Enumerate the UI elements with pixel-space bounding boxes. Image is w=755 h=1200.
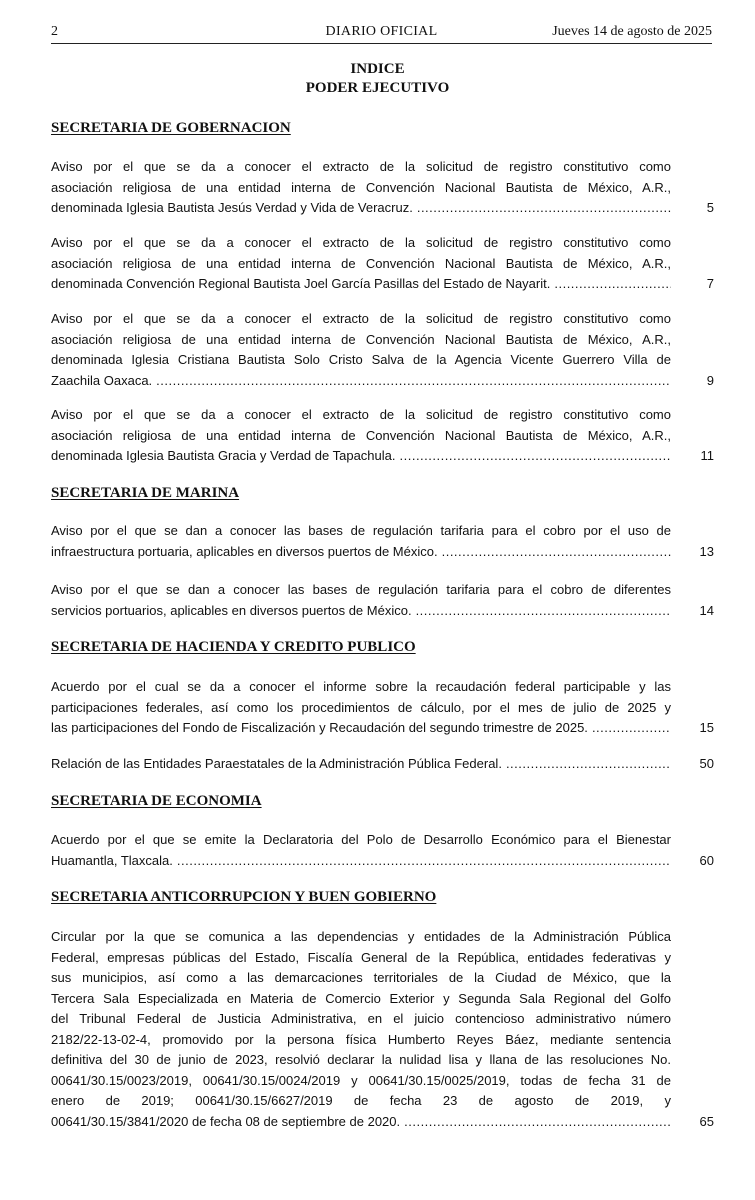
entry-line <box>51 851 671 872</box>
section-heading-hacienda: SECRETARIA DE HACIENDA Y CREDITO PUBLICO <box>51 639 416 655</box>
index-entry <box>51 677 714 739</box>
entry-line: Federal, empresas públicas del Estado, Fiscalía General de la República, entidades federativas y <box>51 949 671 965</box>
entry-line: enero de 2019; 00641/30.15/6627/2019 de fecha 23 de agosto de 2019, y <box>51 1093 671 1108</box>
entry-line: Aviso por el que se dan a conocer las bases de regulación tarifaria para el cobro por el uso de <box>51 523 671 538</box>
leader-dots <box>442 542 671 563</box>
entry-line: asociación religiosa de una entidad interna de Convención Nacional Bautista de México, A.R., <box>51 255 671 271</box>
entry-line: Acuerdo por el cual se da a conocer el informe sobre la recaudación federal participable y las <box>51 679 671 694</box>
index-title: INDICE <box>350 61 405 77</box>
entry-page-number: 65 <box>699 1113 714 1129</box>
entry-line <box>51 198 671 219</box>
entry-line-text: 00641/30.15/3841/2020 de fecha 08 de septiembre de 2020. <box>51 1113 401 1129</box>
entry-line-text: infraestructura portuaria, aplicables en diversos puertos de México. <box>51 543 438 559</box>
publication-date: Jueves 14 de agosto de 2025 <box>552 24 712 39</box>
entry-line: Tercera Sala Especializada en Materia de Comercio Exterior y Segunda Sala Regional del Golfo <box>51 990 671 1006</box>
page-number: 2 <box>51 24 58 39</box>
entry-line-text: Relación de las Entidades Paraestatales de la Administración Pública Federal. <box>51 756 502 771</box>
entry-line: Circular por la que se comunica a las dependencias y entidades de la Administración Pública <box>51 929 671 944</box>
index-entry <box>51 157 714 219</box>
entry-line: Aviso por el que se da a conocer el extracto de la solicitud de registro constitutivo como <box>51 311 671 326</box>
section-heading-anticorrupcion: SECRETARIA ANTICORRUPCION Y BUEN GOBIERNO <box>51 889 437 905</box>
entry-line-text: denominada Convención Regional Bautista Joel García Pasillas del Estado de Nayarit. <box>51 276 551 291</box>
entry-line <box>51 371 671 392</box>
entry-line <box>51 542 671 563</box>
entry-line: asociación religiosa de una entidad interna de Convención Nacional Bautista de México, A.R., <box>51 331 671 347</box>
entry-page-number: 5 <box>706 200 714 215</box>
index-entry <box>51 309 714 391</box>
entry-page-number: 14 <box>699 602 714 618</box>
header-rule <box>51 43 712 44</box>
entry-line: 2182/22-13-02-4, promovido por la persona física Humberto Reyes Báez, mediante sentencia <box>51 1031 671 1047</box>
leader-dots <box>177 851 671 872</box>
entry-line: Aviso por el que se da a conocer el extracto de la solicitud de registro constitutivo como <box>51 235 671 250</box>
index-entry <box>51 580 714 621</box>
leader-dots <box>156 371 671 392</box>
entry-page-number: 60 <box>699 852 714 868</box>
entry-page-number: 15 <box>699 720 714 735</box>
leader-dots <box>416 601 671 622</box>
leader-dots <box>404 1112 671 1133</box>
entry-page-number: 50 <box>699 756 714 771</box>
index-entry <box>51 521 714 562</box>
entry-line-text: denominada Iglesia Bautista Gracia y Verdad de Tapachula. <box>51 448 396 463</box>
entry-line: Acuerdo por el que se emite la Declaratoria del Polo de Desarrollo Económico para el Bienestar <box>51 832 671 847</box>
entry-line: Aviso por el que se dan a conocer las bases de regulación tarifaria para el cobro de diferentes <box>51 582 671 597</box>
leader-dots <box>506 754 671 775</box>
index-entry <box>51 233 714 295</box>
entry-line <box>51 718 671 739</box>
entry-line: asociación religiosa de una entidad interna de Convención Nacional Bautista de México, A.R., <box>51 427 671 443</box>
index-entry <box>51 405 714 467</box>
section-heading-economia: SECRETARIA DE ECONOMIA <box>51 793 262 809</box>
index-entry <box>51 754 714 775</box>
entry-line-text: servicios portuarios, aplicables en diversos puertos de México. <box>51 602 412 618</box>
entry-line-text: denominada Iglesia Bautista Jesús Verdad y Vida de Veracruz. <box>51 200 413 215</box>
entry-line <box>51 1112 671 1133</box>
entry-page-number: 11 <box>700 448 714 463</box>
leader-dots <box>554 274 671 295</box>
index-entry <box>51 927 714 1132</box>
section-heading-gobernacion: SECRETARIA DE GOBERNACION <box>51 120 291 136</box>
entry-line: del Tribunal Federal de Justicia Administrativa, en el juicio contencioso administrativo número <box>51 1011 671 1026</box>
page-header <box>51 22 712 44</box>
entry-line: denominada Iglesia Cristiana Bautista Solo Cristo Salva de la Agencia Vicente Guerrero Villa de <box>51 352 671 367</box>
entry-line <box>51 274 671 295</box>
leader-dots <box>400 446 672 467</box>
entry-line: asociación religiosa de una entidad interna de Convención Nacional Bautista de México, A.R., <box>51 179 671 195</box>
entry-line <box>51 601 671 622</box>
section-heading-marina: SECRETARIA DE MARINA <box>51 485 240 501</box>
leader-dots <box>417 198 671 219</box>
entry-line-text: Zaachila Oaxaca. <box>51 372 153 388</box>
leader-dots <box>592 718 671 739</box>
entry-line <box>51 446 671 467</box>
index-entry <box>51 830 714 871</box>
entry-page-number: 9 <box>706 372 714 388</box>
entry-line <box>51 754 671 775</box>
entry-line-text: Huamantla, Tlaxcala. <box>51 852 173 868</box>
entry-line: Aviso por el que se da a conocer el extracto de la solicitud de registro constitutivo como <box>51 159 671 174</box>
entry-line: definitiva del 30 de junio de 2023, resolvió declarar la nulidad lisa y llana de las resoluciones No. <box>51 1052 671 1067</box>
entry-page-number: 13 <box>699 543 714 559</box>
publication-name: DIARIO OFICIAL <box>325 24 438 39</box>
entry-line: sus municipios, así como a las demarcaciones territoriales de la Ciudad de México, que la <box>51 970 671 985</box>
entry-line: Aviso por el que se da a conocer el extracto de la solicitud de registro constitutivo como <box>51 407 671 422</box>
entry-line-text: las participaciones del Fondo de Fiscalización y Recaudación del segundo trimestre de 2025. <box>51 720 588 735</box>
entry-line: participaciones federales, así como los procedimientos de cálculo, por el mes de julio de 2025 y <box>51 699 671 715</box>
entry-page-number: 7 <box>706 276 714 291</box>
entry-line: 00641/30.15/0023/2019, 00641/30.15/0024/2019 y 00641/30.15/0025/2019, todas de fecha 31 de <box>51 1072 671 1088</box>
index-subtitle: PODER EJECUTIVO <box>305 80 450 96</box>
